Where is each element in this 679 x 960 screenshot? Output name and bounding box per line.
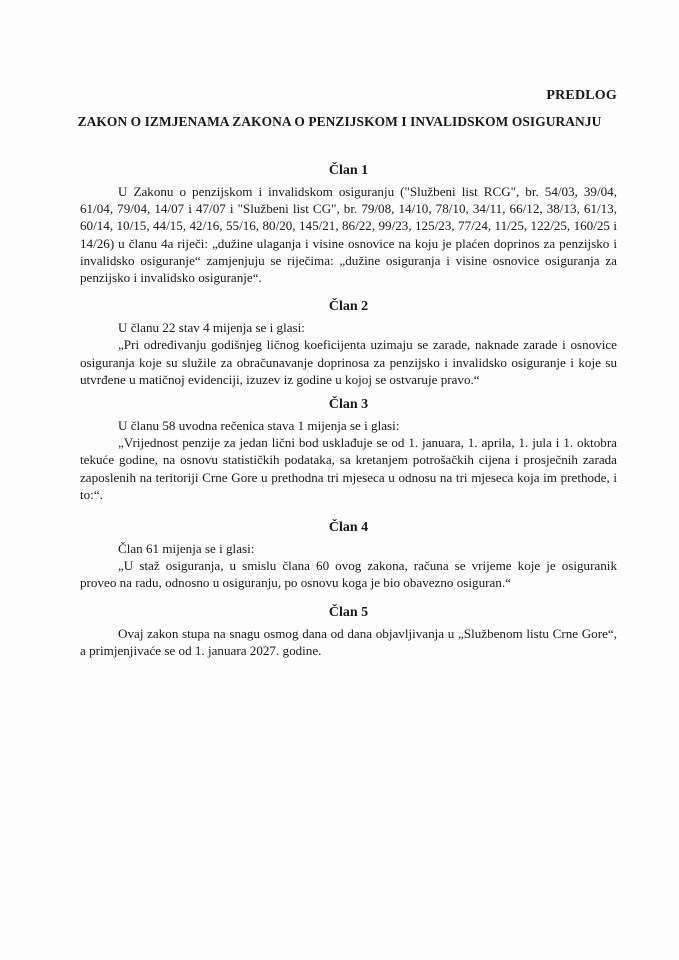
article-paragraph: Ovaj zakon stupa na snagu osmog dana od dana objavljivanja u „Službenom listu Crne Gore“, a primjenjivaće se od 1. januara 2027. godine. (80, 625, 617, 658)
article-3 (80, 396, 617, 503)
article-paragraph: Član 61 mijenja se i glasi: (118, 541, 255, 557)
article-heading: Član 5 (328, 604, 369, 620)
article-paragraph: U članu 58 uvodna rečenica stava 1 mijenja se i glasi: (118, 418, 400, 434)
article-heading: Član 3 (328, 397, 369, 413)
article-1 (80, 162, 617, 286)
article-paragraph: „Pri određivanju godišnjeg ličnog koeficijenta uzimaju se zarade, naknade zarade i osnovice osiguranja koje su služile za obračunavanje doprinosa za penzijsko i invalidsko osiguranje i koje su utvrđene u matičnoj evidenciji, izuzev iz godine u kojoj se ostvaruje pravo.“ (80, 337, 617, 387)
article-paragraph: „U staž osiguranja, u smislu člana 60 ovog zakona, računa se vrijeme koje je osiguranik proveo na radu, odnosno u osiguranju, po osnovu koga je bio obavezno osiguran.“ (80, 558, 617, 591)
article-heading: Član 2 (328, 299, 369, 315)
article-4 (80, 519, 617, 592)
predlog-label: PREDLOG (546, 88, 617, 103)
document-body (80, 162, 617, 659)
article-paragraph: „Vrijednost penzije za jedan lični bod usklađuje se od 1. januara, 1. aprila, 1. jula i 1. oktobra tekuće godine, na osnovu statističkih podataka, sa kretanjem potrošačkih cijena i prosječnih zarada zaposlenih na teritoriji Crne Gore u prethodna tri mjeseca u odnosu na tri mjeseca koja im prethode, i to:“. (80, 435, 617, 502)
article-5 (80, 604, 617, 659)
article-2 (80, 298, 617, 388)
article-paragraph: U Zakonu o penzijskom i invalidskom osiguranju ("Službeni list RCG", br. 54/03, 39/04, 61/04, 79/04, 14/07 i 47/07 i "Službeni list CG", br. 79/08, 14/10, 78/10, 34/11, 66/12, 38/13, 61/13, 60/14, 10/15, 44/15, 42/16, 55/16, 80/20, 145/21, 86/22, 99/23, 125/23, 77/24, 11/25, 122/25, 160/25 i 14/26) u članu 4a riječi: „dužine ulaganja i visine osnovice na koju je plaćen doprinos za penzijsko i invalidsko osiguranje“ zamjenjuju se riječima: „dužine osiguranja i visine osnovice osiguranja za penzijsko i invalidsko osiguranje“. (80, 184, 617, 286)
article-paragraph: U članu 22 stav 4 mijenja se i glasi: (118, 320, 305, 336)
article-heading: Član 4 (328, 520, 369, 536)
law-title: ZAKON O IZMJENAMA ZAKONA O PENZIJSKOM I INVALIDSKOM OSIGURANJU (77, 114, 602, 129)
article-heading: Član 1 (328, 163, 369, 178)
